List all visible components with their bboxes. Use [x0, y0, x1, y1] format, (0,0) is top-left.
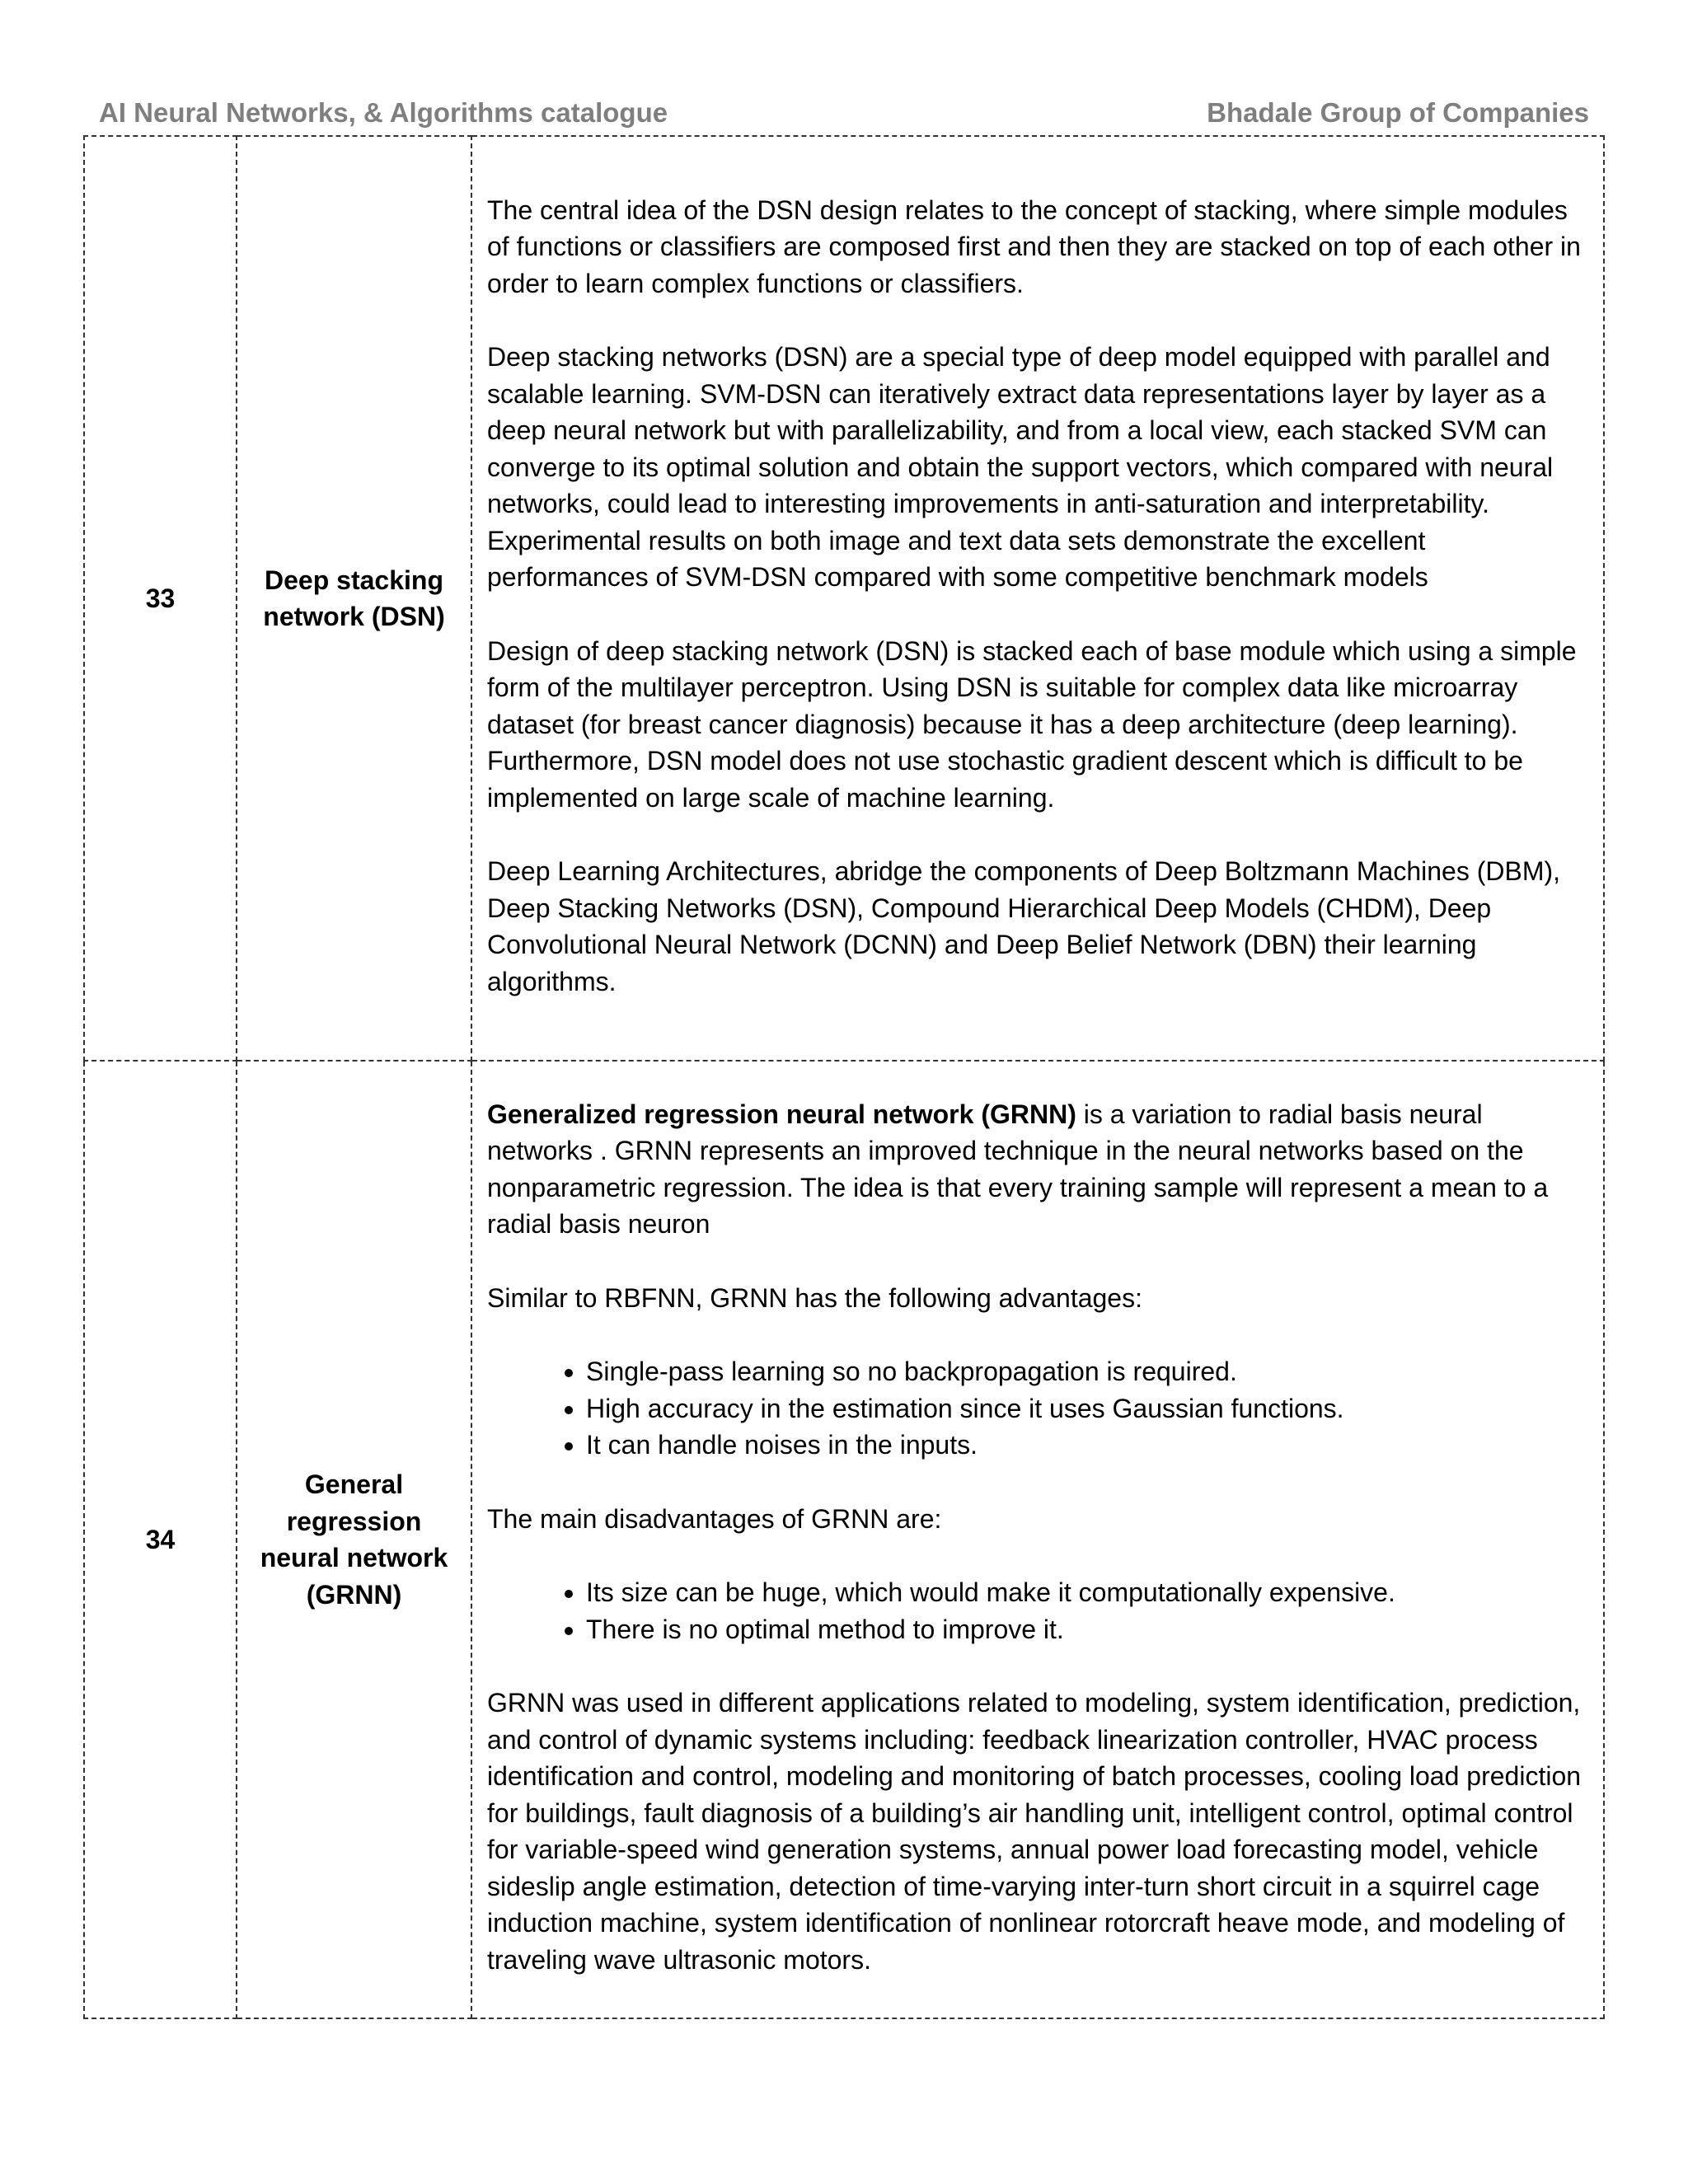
table-row [84, 136, 1604, 1061]
row-number: 33 [84, 136, 237, 1061]
network-description [471, 136, 1604, 1061]
page-header [99, 97, 1589, 140]
description-paragraph: Design of deep stacking network (DSN) is stacked each of base module which using a simple form of the multilayer perceptron. Using DSN is suitable for complex data like microarray dataset (for breast cancer diagnosis) because it has a deep architecture (deep learning). Furthermore, DSN model does not use stochastic gradient descent which is difficult to be implemented on large scale of machine learning. [487, 635, 1577, 813]
description-paragraph [487, 1096, 1592, 1243]
header-company-name: Bhadale Group of Companies [1207, 97, 1589, 128]
catalogue-table [83, 135, 1605, 2019]
network-name: General regression neural network (GRNN) [237, 1061, 471, 2018]
network-name: Deep stacking network (DSN) [237, 136, 471, 1061]
table-row [84, 1061, 1604, 2018]
list-item: • Its size can be huge, which would make it computationally expensive. [586, 1574, 1592, 1611]
intro-bold-term: Generalized regression neural network (GRNN) [487, 1099, 1076, 1129]
advantages-list [487, 1353, 1592, 1464]
list-item: • It can handle noises in the inputs. [586, 1427, 1592, 1464]
list-item: • High accuracy in the estimation since it uses Gaussian functions. [586, 1390, 1592, 1427]
intro-text: is a variation to radial basis neural networks . GRNN represents an improved technique in the neural networks based on the nonparametric regression. The idea is that every training sample will represent a mean to a radial basis neuron [487, 1099, 1549, 1240]
description-paragraph: Deep Learning Architectures, abridge the components of Deep Boltzmann Machines (DBM), Deep Stacking Networks (DSN), Compound Hierarchical Deep Models (CHDM), Deep Convolutional Neural Network (DCNN) and Deep Belief Network (DBN) their learning algorithms. [487, 856, 1561, 996]
description-paragraph: The central idea of the DSN design relates to the concept of stacking, where simple modules of functions or classifiers are composed first and then they are stacked on top of each other in order to learn complex functions or classifiers. [487, 194, 1581, 298]
disadvantages-heading: The main disadvantages of GRNN are: [487, 1503, 942, 1534]
list-item: • There is no optimal method to improve it. [586, 1611, 1592, 1648]
applications-paragraph: GRNN was used in different applications related to modeling, system identification, prediction, and control of dynamic systems including: feedback linearization controller, HVAC process identification and control, modeling and monitoring of batch processes, cooling load prediction for buildings, fault diagnosis of a building’s air handling unit, intelligent control, optimal control for variable-speed wind generation systems, annual power load forecasting model, vehicle sideslip angle estimation, detection of time-varying inter-turn short circuit in a squirrel cage induction machine, system identification of nonlinear rotorcraft heave mode, and modeling of traveling wave ultrasonic motors. [487, 1688, 1582, 1975]
advantages-heading: Similar to RBFNN, GRNN has the following advantages: [487, 1282, 1142, 1313]
row-number: 34 [84, 1061, 237, 2018]
header-catalogue-title: AI Neural Networks, & Algorithms catalogue [99, 97, 668, 128]
network-description [471, 1061, 1604, 2018]
disadvantages-list [487, 1574, 1592, 1647]
list-item: • Single-pass learning so no backpropagation is required. [586, 1353, 1592, 1390]
description-paragraph: Deep stacking networks (DSN) are a special type of deep model equipped with parallel and scalable learning. SVM-DSN can iteratively extract data representations layer by layer as a deep neural network but with parallelizability, and from a local view, each stacked SVM can converge to its optimal solution and obtain the support vectors, which compared with neural networks, could lead to interesting improvements in anti-saturation and interpretability. Experimental results on both image and text data sets demonstrate the excellent performances of SVM-DSN compared with some competitive benchmark models [487, 342, 1554, 593]
